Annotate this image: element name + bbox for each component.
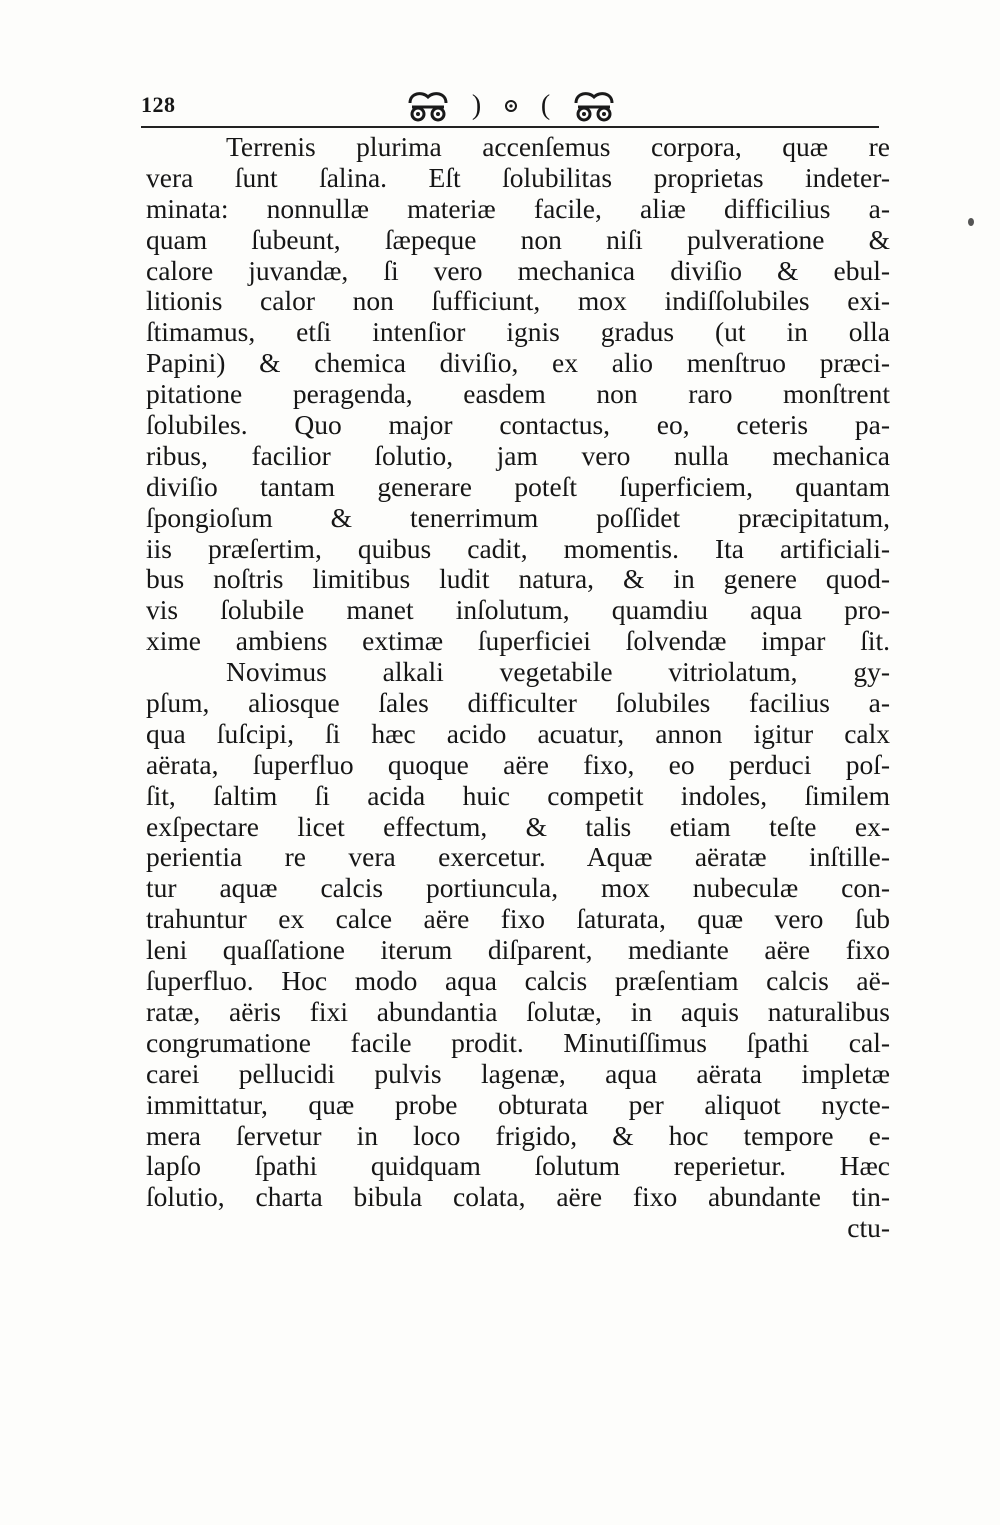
text-line: pſum, aliosque ſales difficulter ſolubiles facilius a-: [146, 687, 890, 719]
text-line: xime ambiens extimæ ſuperficiei ſolvendæ impar ſit.: [146, 625, 890, 657]
text-line: perientia re vera exercetur. Aquæ aëratæ inſtille-: [146, 841, 890, 873]
text-line: ratæ, aëris fixi abundantia ſolutæ, in aquis naturalibus: [146, 995, 890, 1027]
catchword: ctu-: [847, 1212, 890, 1244]
text-line: qua ſuſcipi, ſi hæc acido acuatur, annon igitur calx: [146, 717, 890, 749]
text-line: bus noſtris limitibus ludit natura, & in genere quod-: [146, 563, 890, 595]
text-line: iis præſertim, quibus cadit, momentis. Ita artificiali-: [146, 532, 890, 564]
text-line: ſtimamus, etſi intenſior ignis gradus (ut in olla: [146, 316, 890, 348]
running-header: [141, 88, 879, 128]
text-line: Terrenis plurima accenſemus corpora, quæ re: [226, 131, 890, 162]
text-line: immittatur, quæ probe obturata per aliquot nycte-: [146, 1088, 890, 1120]
ornament-paren-left: ): [471, 90, 482, 121]
text-line: ſolutio, charta bibula colata, aëre fixo abundante tin-: [146, 1181, 890, 1213]
text-line: Novimus alkali vegetabile vitriolatum, gy-: [226, 656, 890, 688]
ornament-paren-right: (: [540, 90, 551, 121]
text-line: pitatione peragenda, easdem non raro monſtrent: [146, 378, 890, 410]
text-line: aërata, ſuperfluo quoque aëre fixo, eo perduci poſ-: [146, 748, 890, 780]
text-line: congrumatione facile prodit. Minutiſſimus ſpathi cal-: [146, 1026, 890, 1058]
text-line: ſit, ſaltim ſi acida huic competit indoles, ſimilem: [146, 779, 890, 811]
ink-speck: [968, 218, 974, 226]
text-line: trahuntur ex calce aëre fixo ſaturata, quæ vero ſub: [146, 903, 890, 935]
text-line: ribus, facilior ſolutio, jam vero nulla mechanica: [146, 439, 890, 471]
text-line: diviſio tantam generare poteſt ſuperficiem, quantam: [146, 470, 890, 502]
text-line: Papini) & chemica diviſio, ex alio menſtruo præci-: [146, 347, 890, 379]
fleuron-right-icon: [572, 89, 616, 123]
text-line: ſolubiles. Quo major contactus, eo, ceteris pa-: [146, 409, 890, 441]
fleuron-left-icon: [406, 89, 450, 123]
text-line: calore juvandæ, ſi vero mechanica diviſio & ebul-: [146, 254, 890, 286]
text-line: carei pellucidi pulvis lagenæ, aqua aërata impletæ: [146, 1057, 890, 1089]
header-rule: [141, 126, 879, 128]
text-line: exſpectare licet effectum, & talis etiam teſte ex-: [146, 810, 890, 842]
text-line: vera ſunt ſalina. Eſt ſolubilitas proprietas indeter-: [146, 161, 890, 193]
page-number: 128: [141, 92, 176, 117]
text-line: tur aquæ calcis portiuncula, mox nubeculæ con-: [146, 872, 890, 904]
text-line: mera ſervetur in loco frigido, & hoc tempore e-: [146, 1119, 890, 1151]
text-line: quam ſubeunt, ſæpeque non niſi pulveratione &: [146, 223, 890, 255]
paragraph-1: [146, 132, 890, 657]
ornament-dot-icon: [503, 98, 519, 114]
text-line: ſpongioſum & tenerrimum poſſidet præcipitatum,: [146, 501, 890, 533]
header-ornament: [406, 88, 616, 124]
paragraph-2: [146, 657, 890, 1213]
text-line: litionis calor non ſufficiunt, mox indiſſolubiles exi-: [146, 285, 890, 317]
text-line: leni quaſſatione iterum diſparent, mediante aëre fixo: [146, 934, 890, 966]
text-line: vis ſolubile manet inſolutum, quamdiu aqua pro-: [146, 594, 890, 626]
text-line: minata: nonnullæ materiæ facile, aliæ difficilius a-: [146, 192, 890, 224]
body-text: [146, 132, 890, 1244]
text-line: lapſo ſpathi quidquam ſolutum reperietur. Hæc: [146, 1150, 890, 1182]
text-line: ſuperfluo. Hoc modo aqua calcis præſentiam calcis aë-: [146, 965, 890, 997]
